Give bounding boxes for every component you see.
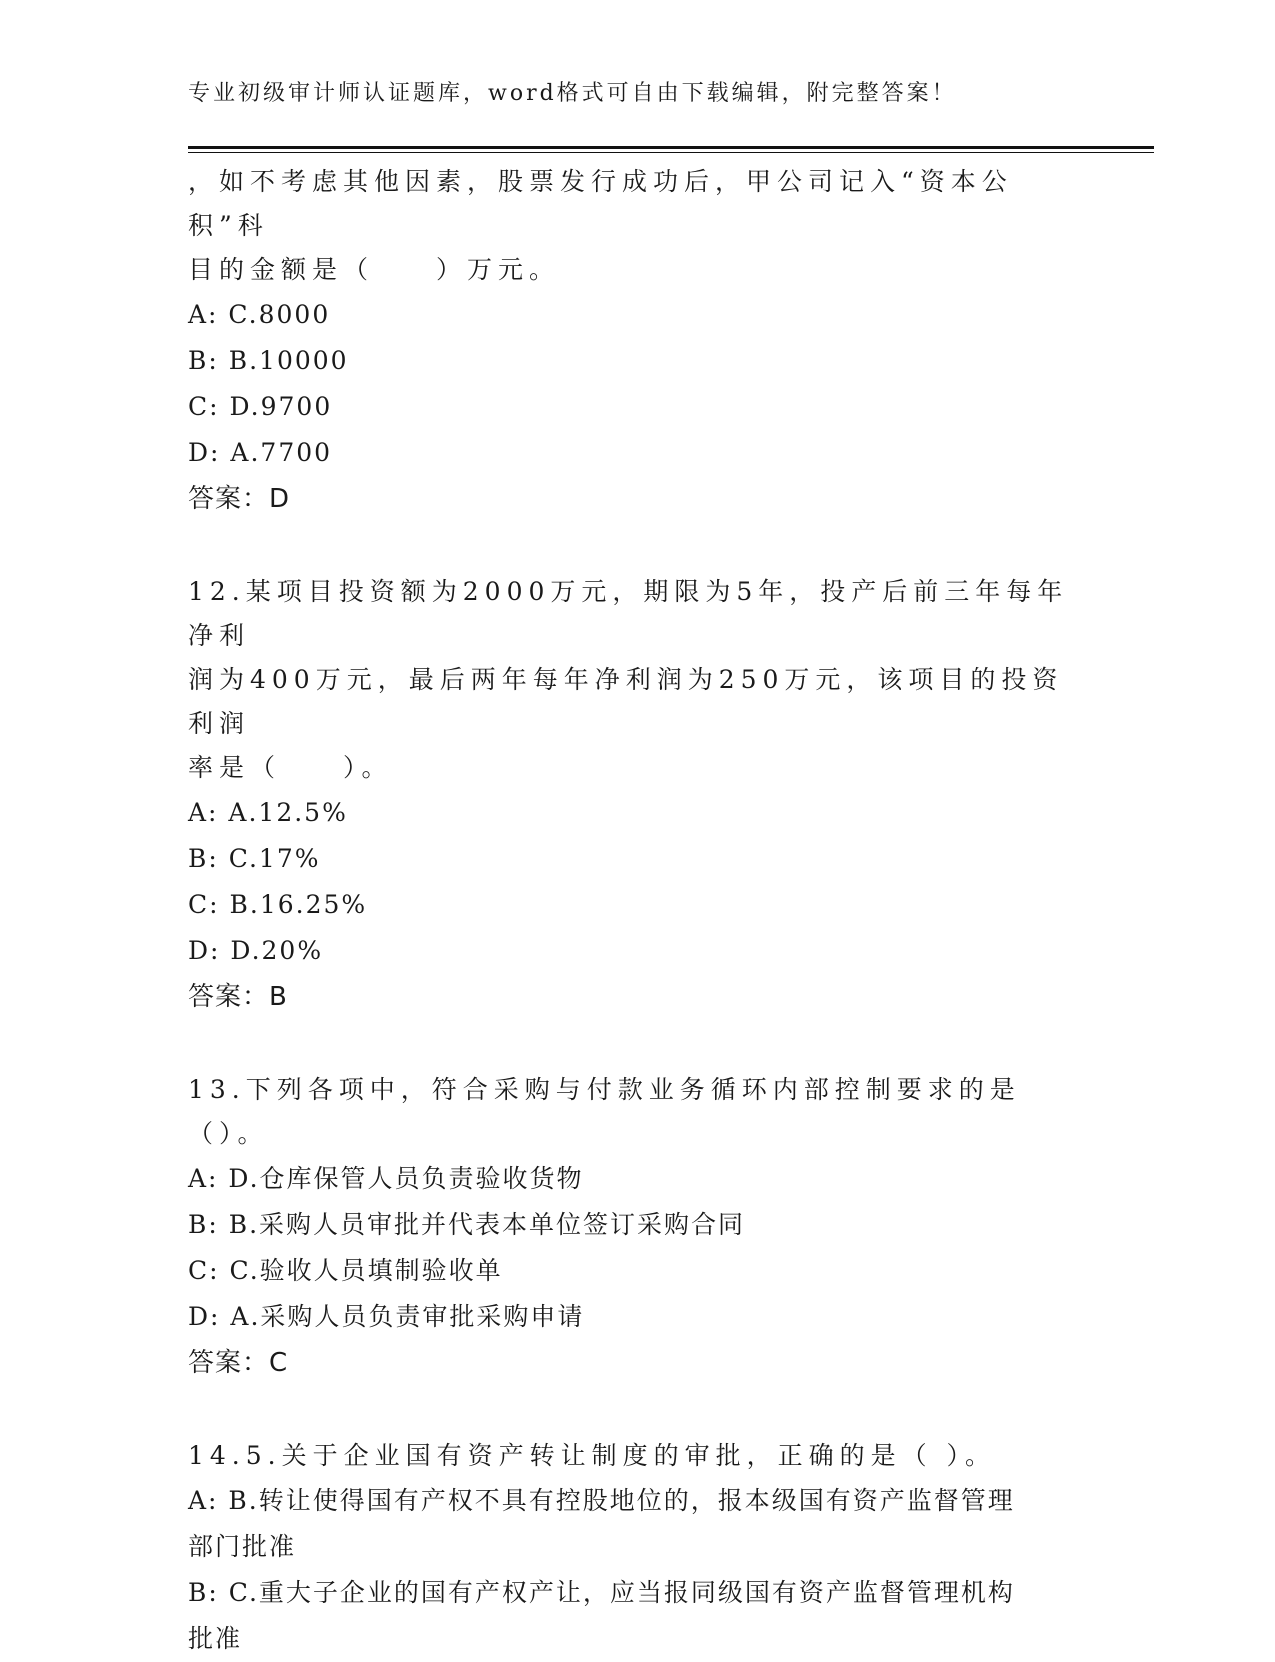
option-b: B: B.10000 [188, 346, 349, 375]
answer-line: 答案：B [188, 982, 288, 1012]
answer-line: 答案：D [188, 484, 291, 514]
option-b-continued: 批准 [188, 1624, 243, 1653]
question-list [188, 160, 1088, 1662]
document-header: 专业初级审计师认证题库，word格式可自由下载编辑，附完整答案！ [188, 81, 957, 106]
option-b: B: B.采购人员审批并代表本单位签订采购合同 [188, 1210, 746, 1239]
option-d: D: D.20% [188, 936, 324, 965]
question-text-line: 目的金额是（ ）万元。 [188, 255, 561, 284]
option-a: A: D.仓库保管人员负责验收货物 [188, 1164, 584, 1193]
option-b: B: C.重大子企业的国有产权产让，应当报同级国有资产监督管理机构 [188, 1578, 1015, 1607]
option-c: C: C.验收人员填制验收单 [188, 1256, 503, 1285]
option-c: C: B.16.25% [188, 890, 368, 919]
header-rule-thin [188, 152, 1154, 153]
option-a: A: C.8000 [188, 300, 331, 329]
question-item [188, 1434, 1088, 1662]
question-item [188, 570, 1088, 1020]
question-text-line: 13.下列各项中，符合采购与付款业务循环内部控制要求的是（）。 [188, 1075, 1021, 1148]
option-a: A: B.转让使得国有产权不具有控股地位的，报本级国有资产监督管理 [188, 1486, 1015, 1515]
question-spacer [188, 522, 1088, 570]
option-b: B: C.17% [188, 844, 321, 873]
question-text-line: ，如不考虑其他因素，股票发行成功后，甲公司记入“资本公积”科 [188, 167, 1013, 240]
question-text-line: 12.某项目投资额为2000万元，期限为5年，投产后前三年每年净利 [188, 577, 1069, 650]
header-rule-thick [188, 146, 1154, 149]
question-spacer [188, 1386, 1088, 1434]
option-d: D: A.7700 [188, 438, 333, 467]
question-item [188, 1068, 1088, 1386]
answer-line: 答案：C [188, 1348, 289, 1378]
question-text-line: 14.5.关于企业国有资产转让制度的审批，正确的是（ ）。 [188, 1441, 997, 1470]
question-item [188, 160, 1088, 522]
option-a-continued: 部门批准 [188, 1532, 297, 1561]
question-text-line: 润为400万元，最后两年每年净利润为250万元，该项目的投资利润 [188, 665, 1064, 738]
question-text-line: 率是（ ）。 [188, 753, 393, 782]
option-a: A: A.12.5% [188, 798, 348, 827]
question-spacer [188, 1020, 1088, 1068]
option-c: C: D.9700 [188, 392, 333, 421]
option-d: D: A.采购人员负责审批采购申请 [188, 1302, 585, 1331]
